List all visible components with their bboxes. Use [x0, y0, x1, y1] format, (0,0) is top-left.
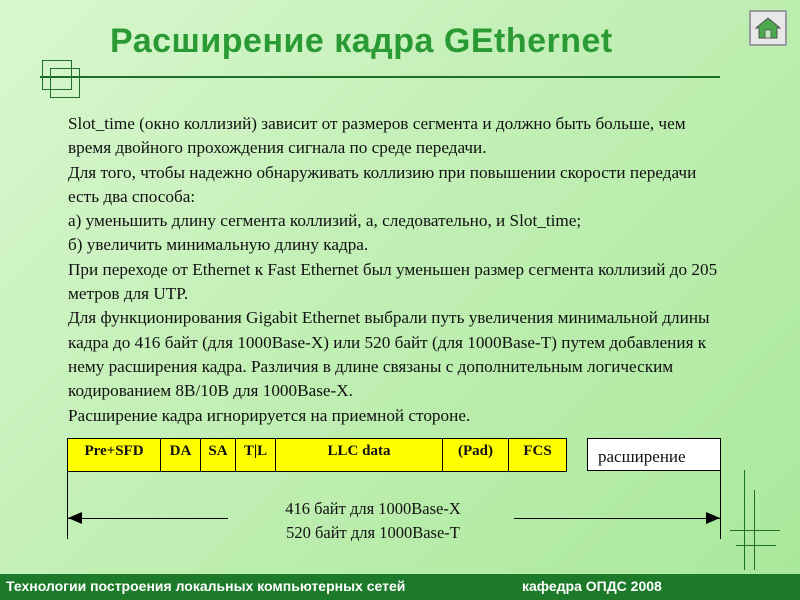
length-arrow-left: [68, 518, 228, 519]
length-arrow-right: [514, 518, 720, 519]
paragraph: а) уменьшить длину сегмента коллизий, а, следовательно, и Slot_time;: [68, 211, 582, 231]
paragraph: б) увеличить минимальную длину кадра.: [68, 235, 369, 255]
field-fcs: FCS: [509, 439, 567, 472]
decor-line: [736, 545, 776, 546]
footer-department: кафедра ОПДС 2008: [522, 578, 662, 594]
decor-line: [730, 530, 780, 531]
length-label-1000base-x: 416 байт для 1000Base-X: [285, 499, 461, 518]
field-pre-sfd: Pre+SFD: [68, 439, 161, 472]
field-sa: SA: [201, 439, 236, 472]
decor-line: [744, 470, 745, 570]
right-boundary-line: [720, 471, 721, 539]
paragraph: При переходе от Ethernet к Fast Ethernet был уменьшен размер сегмента коллизий до 205 метров для UTP.: [68, 259, 718, 304]
footer-bar: [0, 574, 800, 600]
decor-square-2: [50, 68, 80, 98]
field-da: DA: [161, 439, 201, 472]
paragraph: Для функционирования Gigabit Ethernet выбрали путь увеличения минимальной длины кадра до 416 байт (для 1000Base-X) или 520 байт (для 1000Base-T) путем добавления к нему расширения кадра. Различия в длине связаны с дополнительным логическим кодированием 8В/10В для 1000Base-X.: [68, 308, 710, 401]
field-type-length: T|L: [236, 439, 276, 472]
home-button[interactable]: [749, 10, 787, 46]
arrowhead-right-icon: [706, 512, 720, 524]
paragraph: Расширение кадра игнорируется на приемной стороне.: [68, 405, 471, 425]
arrowhead-left-icon: [68, 512, 82, 524]
frame-length-label: [228, 497, 518, 545]
paragraph: Slot_time (окно коллизий) зависит от размеров сегмента и должно быть больше, чем время двойного прохождения сигнала по среде передачи.: [68, 114, 686, 158]
slide-title: Расширение кадра GEthernet: [110, 22, 613, 60]
footer-course: Технологии построения локальных компьютерных сетей: [6, 578, 406, 594]
home-icon: [755, 16, 781, 40]
title-underline: [40, 76, 720, 78]
field-extension: расширение: [587, 438, 721, 471]
length-label-1000base-t: 520 байт для 1000Base-T: [286, 523, 460, 542]
left-boundary-line: [67, 471, 68, 539]
field-pad: (Pad): [443, 439, 509, 472]
paragraph: Для того, чтобы надежно обнаруживать коллизию при повышении скорости передачи есть два способа:: [68, 162, 697, 206]
frame-structure: [67, 438, 567, 472]
slide-body: [68, 112, 728, 428]
field-llc-data: LLC data: [276, 439, 443, 472]
